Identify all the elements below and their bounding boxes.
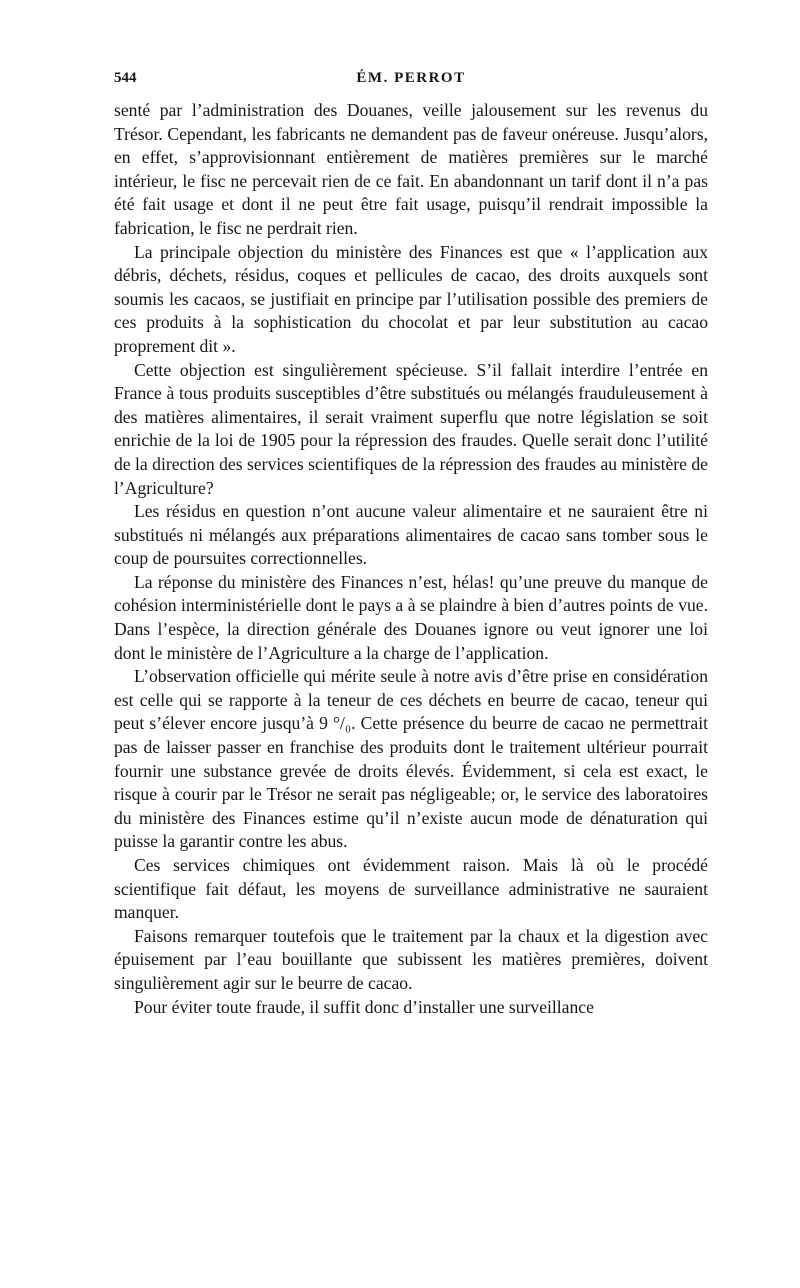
paragraph-finance-objection: La principale objection du ministère des Finances est que « l’application aux débris, déchets, résidus, coques et pellicules de cacao, des droits auxquels sont soumis les cacaos, se justifiait en principe par l’utilisation possible des premiers de ces produits à la sophistication du chocolat et par leur substitution au cacao proprement dit ».	[114, 241, 708, 356]
paragraph-chemical-services: Ces services chimiques ont évidemment raison. Mais là où le procédé scientifique fait défaut, les moyens de surveillance administrative ne sauraient manquer.	[114, 855, 708, 923]
paragraph-lime-treatment: Faisons remarquer toutefois que le traitement par la chaux et la digestion avec épuisement par l’eau bouillante que subissent les matières premières, doivent singulièrement agir sur le beurre de cacao.	[114, 925, 708, 993]
running-head-author: ÉM. PERROT	[356, 70, 466, 86]
paragraph-specious-objection: Cette objection est singulièrement spécieuse. S’il fallait interdire l’entrée en France à tous produits susceptibles d’être substitués ou mélangés frauduleusement à des matières alimentaires, il serait vraiment superflu que notre législation se soit enrichie de la loi de 1905 pour la répression des fraudes. Quelle serait donc l’utilité de la direction des services scientifiques de la répression des fraudes au ministère de l’Agriculture?	[114, 359, 708, 498]
paragraph-continuation: senté par l’administration des Douanes, veille jalousement sur les revenus du Trésor. Cependant, les fabricants ne demandent pas de faveur onéreuse. Jusqu’alors, en effet, s’approvisionnant entièrement de matières premières sur le marché intérieur, le fisc ne percevait rien de ce fait. En abandonnant un tarif dont il n’a pas été fait usage et dont il ne peut être fait usage, puisqu’il rendrait impossible la fabrication, le fisc ne perdrait rien.	[114, 100, 708, 238]
running-head	[114, 70, 708, 92]
paragraph-surveillance: Pour éviter toute fraude, il suffit donc d’installer une surveillance	[134, 996, 594, 1017]
paragraph-residues: Les résidus en question n’ont aucune valeur alimentaire et ne sauraient être ni substitués ni mélangés aux préparations alimentaires de cacao sans tomber sous le coup de poursuites correctionnelles.	[114, 501, 708, 569]
paragraph-ministry-response: La réponse du ministère des Finances n’est, hélas! qu’une preuve du manque de cohésion interministérielle dont le pays a à se plaindre à bien d’autres points de vue. Dans l’espèce, la direction générale des Douanes ignore ou veut ignorer une loi dont le ministère de l’Agriculture a la charge de l’application.	[114, 571, 708, 663]
page-number: 544	[114, 70, 137, 86]
body-text	[114, 99, 708, 1019]
paragraph-official-observation: L’observation officielle qui mérite seule à notre avis d’être prise en considération est celle qui se rapporte à la teneur de ces déchets en beurre de cacao, teneur qui peut s’élever encore jusqu’à 9 °/₀. Cette présence du beurre de cacao ne permettrait pas de laisser passer en franchise des produits dont le traitement ultérieur pourrait fournir une substance grevée de droits élevés. Évidemment, si cela est exact, le risque à courir par le Trésor ne serait pas négligeable; or, le service des laboratoires du ministère des Finances estime qu’il n’existe aucun mode de dénaturation qui puisse la garantir contre les abus.	[114, 666, 708, 852]
